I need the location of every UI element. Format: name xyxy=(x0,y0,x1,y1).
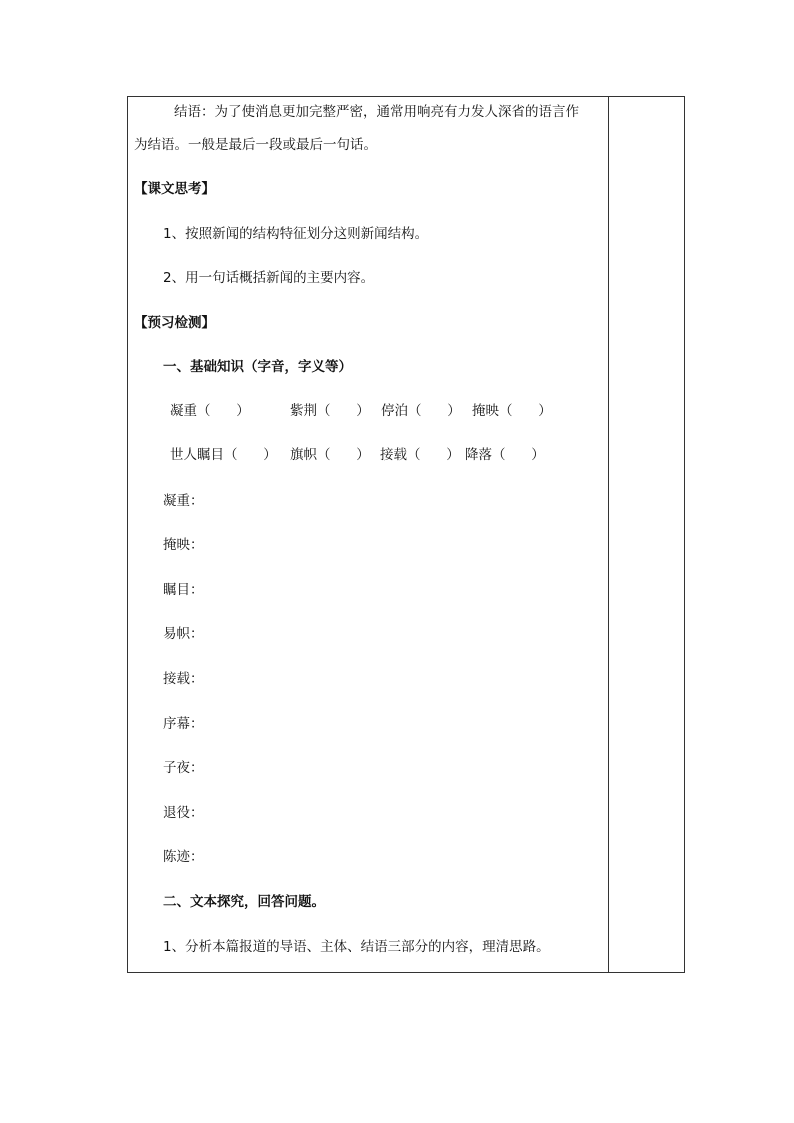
pinyin-item: 掩映（ ） xyxy=(472,403,552,419)
pinyin-item: 降落（ ） xyxy=(465,447,545,463)
definition-item: 易帜： xyxy=(163,626,204,642)
pinyin-item: 接载（ ） xyxy=(380,447,460,463)
definition-item: 接载： xyxy=(163,671,204,687)
lesson-thinking-question-2: 2、用一句话概括新闻的主要内容。 xyxy=(163,270,375,286)
definition-item: 子夜： xyxy=(163,760,204,776)
pinyin-item: 旗帜（ ） xyxy=(290,447,370,463)
pinyin-item: 凝重（ ） xyxy=(170,403,250,419)
text-inquiry-question-1: 1、分析本篇报道的导语、主体、结语三部分的内容，理清思路。 xyxy=(163,939,550,955)
basic-knowledge-heading: 一、基础知识（字音，字义等） xyxy=(163,359,352,375)
definition-item: 陈迹： xyxy=(163,849,204,865)
text-inquiry-heading: 二、文本探究，回答问题。 xyxy=(163,894,325,910)
definition-item: 瞩目： xyxy=(163,582,204,598)
column-divider xyxy=(608,97,609,972)
conclusion-line-1: 结语：为了使消息更加完整严密，通常用响亮有力发人深省的语言作 xyxy=(174,104,579,120)
definition-item: 退役： xyxy=(163,805,204,821)
lesson-thinking-question-1: 1、按照新闻的结构特征划分这则新闻结构。 xyxy=(163,226,429,242)
definition-item: 序幕： xyxy=(163,716,204,732)
preview-check-heading: 【预习检测】 xyxy=(134,315,215,331)
lesson-thinking-heading: 【课文思考】 xyxy=(134,181,215,197)
conclusion-line-2: 为结语。一般是最后一段或最后一句话。 xyxy=(134,137,377,153)
pinyin-item: 紫荆（ ） xyxy=(290,403,370,419)
pinyin-item: 停泊（ ） xyxy=(381,403,461,419)
pinyin-item: 世人瞩目（ ） xyxy=(170,447,277,463)
definition-item: 掩映： xyxy=(163,537,204,553)
definition-item: 凝重： xyxy=(163,493,204,509)
